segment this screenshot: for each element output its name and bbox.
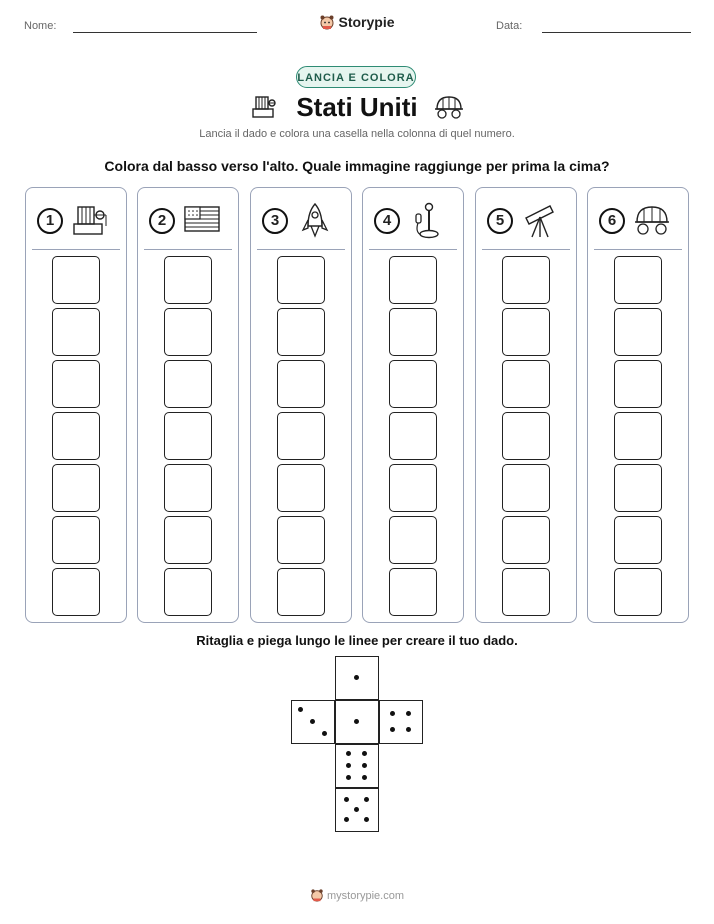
color-box[interactable] [502,360,550,408]
color-box[interactable] [614,568,662,616]
column-4 [362,187,464,623]
name-label: Nome: [24,20,57,32]
subtitle: Lancia il dado e colora una casella nella colonna di quel numero. [199,128,515,140]
color-box[interactable] [389,256,437,304]
color-box[interactable] [502,256,550,304]
printing-press-icon [70,202,110,240]
color-box[interactable] [614,256,662,304]
color-box[interactable] [277,516,325,564]
color-box[interactable] [389,360,437,408]
activity-badge: LANCIA E COLORA [296,66,416,88]
color-box[interactable] [614,464,662,512]
color-box[interactable] [164,516,212,564]
page-title: Stati Uniti [296,92,418,122]
color-box[interactable] [52,464,100,512]
color-box[interactable] [52,360,100,408]
dice-pip [406,727,411,732]
color-box[interactable] [502,308,550,356]
dice-pip [354,719,359,724]
dice-pip [390,711,395,716]
color-box[interactable] [277,412,325,460]
column-number: 2 [149,208,175,234]
brand-name: Storypie [338,14,395,30]
color-box[interactable] [164,360,212,408]
dice-pip [298,707,303,712]
column-number: 5 [487,208,513,234]
dice-pip [346,751,351,756]
dice-pip [364,817,369,822]
column-number: 6 [599,208,625,234]
color-box[interactable] [277,256,325,304]
date-label: Data: [496,20,523,32]
color-box[interactable] [502,464,550,512]
column-number: 3 [262,208,288,234]
color-box[interactable] [389,464,437,512]
covered-wagon-icon [632,202,672,240]
color-box[interactable] [389,568,437,616]
covered-wagon-icon [433,93,465,124]
dice-face-3 [291,700,335,744]
dice-face-5 [335,788,379,832]
dice-pip [344,797,349,802]
dice-pip [344,817,349,822]
color-box[interactable] [277,464,325,512]
dice-pip [354,807,359,812]
color-box[interactable] [164,308,212,356]
dice-face-4 [379,700,423,744]
column-number: 1 [37,208,63,234]
color-box[interactable] [52,308,100,356]
dice-pip [362,775,367,780]
color-box[interactable] [614,308,662,356]
column-3 [250,187,352,623]
dice-pip [354,675,359,680]
footer-url: mystorypie.com [326,890,405,902]
dice-pip [310,719,315,724]
color-box[interactable] [389,412,437,460]
footer [0,888,714,905]
color-box[interactable] [277,308,325,356]
column-divider [369,249,457,250]
color-box[interactable] [52,412,100,460]
color-box[interactable] [164,464,212,512]
telescope-icon [520,202,560,240]
color-box[interactable] [52,256,100,304]
column-2 [137,187,239,623]
cut-instruction: Ritaglia e piega lungo le linee per creare il tuo dado. [196,633,518,648]
color-box[interactable] [164,568,212,616]
rocket-icon [295,202,335,240]
storypie-mascot-icon [319,14,335,33]
color-box[interactable] [277,568,325,616]
column-number: 4 [374,208,400,234]
color-box[interactable] [614,412,662,460]
dice-pip [322,731,327,736]
dice-pip [346,763,351,768]
us-flag-icon [182,202,222,240]
column-divider [482,249,570,250]
color-box[interactable] [164,256,212,304]
storypie-mascot-icon [310,888,324,905]
color-box[interactable] [614,360,662,408]
column-divider [144,249,232,250]
brand-logo [0,14,714,33]
color-box[interactable] [502,516,550,564]
dice-face-1 [335,656,379,700]
color-box[interactable] [614,516,662,564]
dice-face-6 [335,744,379,788]
color-box[interactable] [52,568,100,616]
date-field-line[interactable] [542,32,691,33]
color-box[interactable] [52,516,100,564]
color-box[interactable] [502,412,550,460]
color-box[interactable] [389,308,437,356]
color-box[interactable] [277,360,325,408]
dice-face-1 [335,700,379,744]
dice-pip [390,727,395,732]
column-divider [32,249,120,250]
coloring-instruction: Colora dal basso verso l'alto. Quale immagine raggiunge per prima la cima? [104,158,610,174]
candlestick-telephone-icon [407,202,447,240]
dice-pip [406,711,411,716]
column-6 [587,187,689,623]
column-1 [25,187,127,623]
color-box[interactable] [502,568,550,616]
column-divider [594,249,682,250]
dice-pip [364,797,369,802]
color-box[interactable] [164,412,212,460]
column-5 [475,187,577,623]
dice-pip [346,775,351,780]
column-divider [257,249,345,250]
dice-pip [362,751,367,756]
dice-pip [362,763,367,768]
color-box[interactable] [389,516,437,564]
